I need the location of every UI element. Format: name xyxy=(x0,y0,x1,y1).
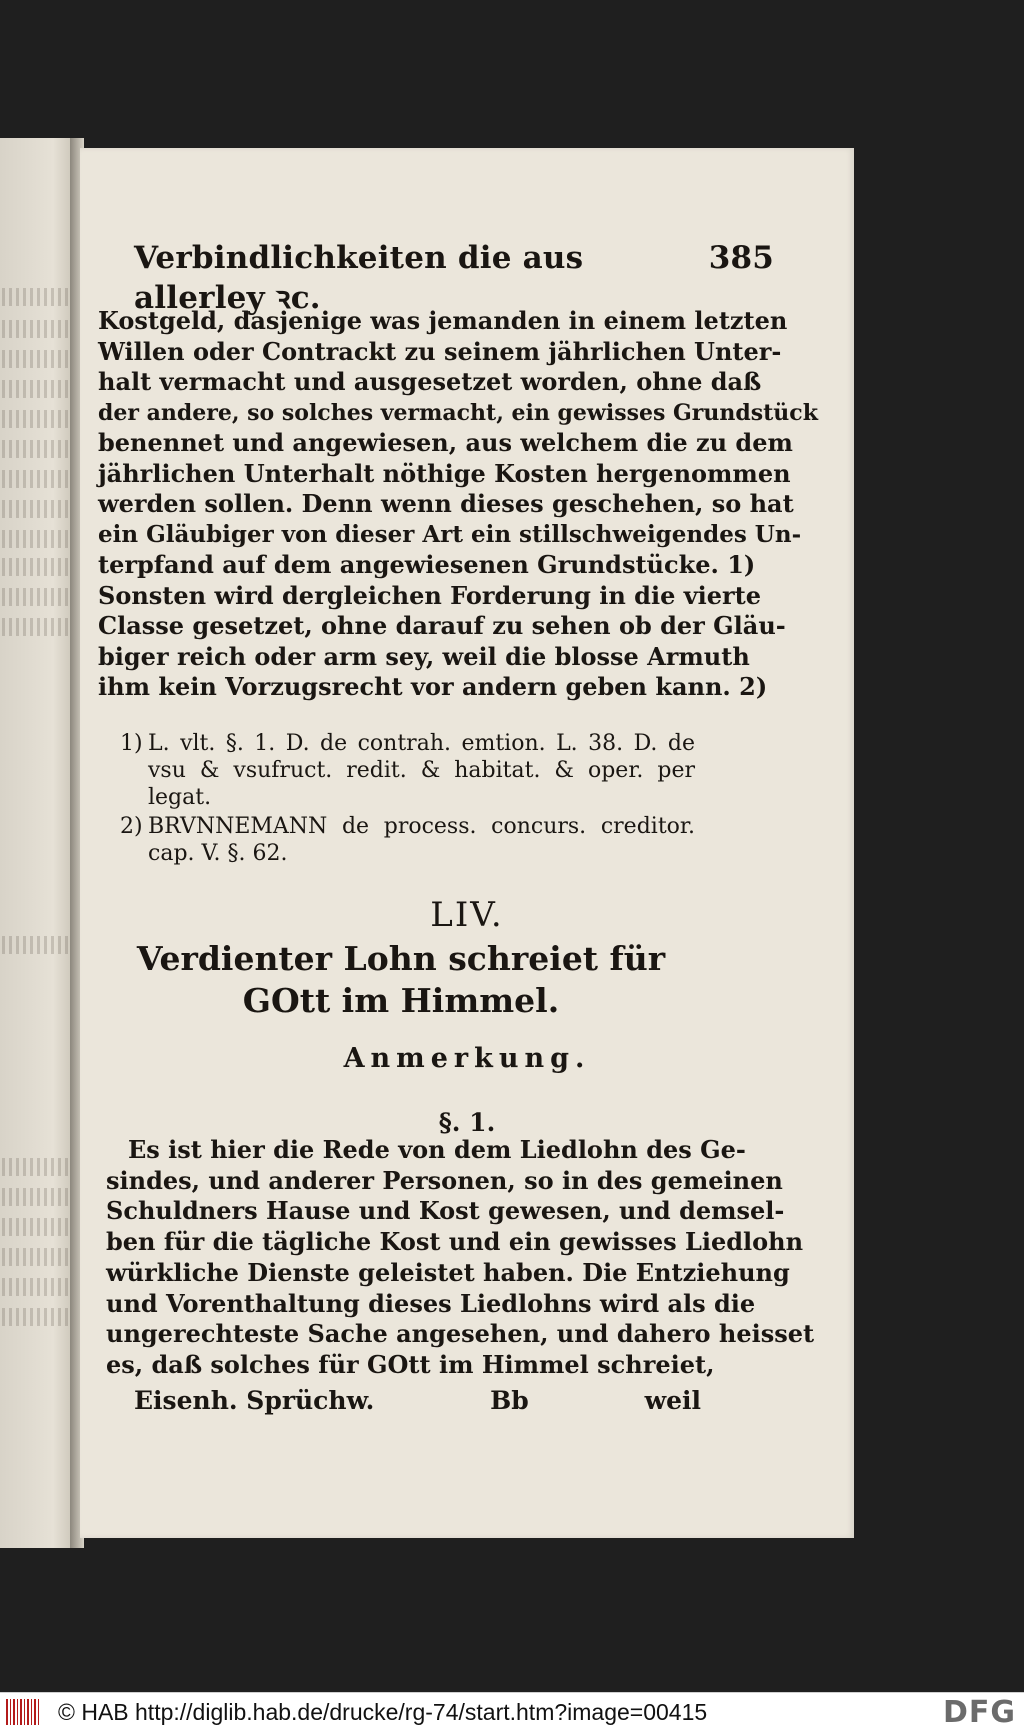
section-paragraph xyxy=(106,1135,815,1381)
text-line: terpfand auf dem angewiesenen Grundstücke. 1) xyxy=(98,550,756,579)
page-number: 385 xyxy=(708,240,774,276)
text-line: jährlichen Unterhalt nöthige Kosten hergenommen xyxy=(98,458,791,488)
text-line: ihm kein Vorzugsrecht vor andern geben kann. 2) xyxy=(98,672,768,701)
body-paragraph xyxy=(98,306,818,703)
catchline xyxy=(134,1386,701,1415)
section-title: Verdienter Lohn schreiet für GOtt im Himmel. xyxy=(136,939,666,1020)
facing-page-text-ghost xyxy=(2,1218,72,1236)
facing-page-text-ghost xyxy=(2,440,72,458)
facing-page-text-ghost xyxy=(2,350,72,368)
facing-page-text-ghost xyxy=(2,1248,72,1266)
facing-page-text-ghost xyxy=(2,500,72,518)
footnote-number: 1) xyxy=(120,731,143,756)
catchline-left: Eisenh. Sprüchw. xyxy=(134,1386,375,1415)
facing-page-text-ghost xyxy=(2,1308,72,1326)
text-line: Willen oder Contrackt zu seinem jährlichen Unter- xyxy=(98,336,782,366)
viewer-footer xyxy=(0,1692,1024,1731)
footnote xyxy=(120,730,695,811)
text-line: Es ist hier die Rede von dem Liedlohn des Ge- xyxy=(128,1135,746,1164)
text-line: halt vermacht und ausgesetzet worden, ohne daß xyxy=(98,367,762,396)
facing-page-text-ghost xyxy=(2,470,72,488)
facing-page-text-ghost xyxy=(2,320,72,338)
text-line: ben für die tägliche Kost und ein gewisses Liedlohn xyxy=(106,1227,804,1257)
facing-page-text-ghost xyxy=(2,530,72,548)
text-line: Classe gesetzet, ohne darauf zu sehen ob der Gläu- xyxy=(98,611,786,640)
catchword: weil xyxy=(644,1386,701,1415)
barcode-icon xyxy=(6,1699,40,1725)
text-line: der andere, so solches vermacht, ein gewisses Grundstück xyxy=(98,399,818,426)
facing-page-text-ghost xyxy=(2,558,72,576)
footnote-text: BRVNNEMANN de process. concurs. creditor. cap. V. §. 62. xyxy=(148,814,695,866)
section-number: LIV. xyxy=(430,895,504,935)
facing-page-text-ghost xyxy=(2,1158,72,1176)
text-line: sindes, und anderer Personen, so in des gemeinen xyxy=(106,1165,783,1195)
facing-page-text-ghost xyxy=(2,288,72,306)
facing-page-text-ghost xyxy=(2,1188,72,1206)
text-line: Sonsten wird dergleichen Forderung in die vierte xyxy=(98,580,762,610)
text-line: würkliche Dienste geleistet haben. Die Entziehung xyxy=(106,1257,790,1287)
footnotes xyxy=(120,730,695,869)
book-page xyxy=(80,148,854,1538)
dfg-logo: DFG xyxy=(942,1694,1016,1730)
footnote-number: 2) xyxy=(120,814,143,839)
text-line: benennet und angewiesen, aus welchem die zu dem xyxy=(98,428,793,457)
running-head-title: Verbindlichkeiten die aus allerley ꝛc. xyxy=(134,240,584,316)
facing-page-text-ghost xyxy=(2,380,72,398)
facing-page-text-ghost xyxy=(2,410,72,428)
text-line: Schuldners Hause und Kost gewesen, und demsel- xyxy=(106,1196,785,1226)
text-line: ungerechteste Sache angesehen, und dahero heisset xyxy=(106,1319,815,1349)
text-line: es, daß solches für GOtt im Himmel schreiet, xyxy=(106,1349,715,1379)
paragraph-mark: §. 1. xyxy=(438,1108,496,1137)
facing-page-text-ghost xyxy=(2,618,72,636)
facing-page-text-ghost xyxy=(2,588,72,606)
text-line: werden sollen. Denn wenn dieses geschehen, so hat xyxy=(98,489,794,518)
text-line: ein Gläubiger von dieser Art ein stillschweigendes Un- xyxy=(98,520,802,548)
facing-page-text-ghost xyxy=(2,1278,72,1296)
footnote-text: L. vlt. §. 1. D. de contrah. emtion. L. 38. D. de vsu & vsufruct. redit. & habitat. & oper. per legat. xyxy=(148,731,695,810)
footer-link[interactable]: © HAB http://diglib.hab.de/drucke/rg-74/start.htm?image=00415 xyxy=(58,1698,708,1725)
subheading: Anmerkung. xyxy=(343,1043,591,1074)
text-line: biger reich oder arm sey, weil die blosse Armuth xyxy=(98,641,750,671)
facing-page-text-ghost xyxy=(2,936,72,954)
signature-mark: Bb xyxy=(490,1386,529,1415)
facing-page-edge xyxy=(0,138,76,1548)
text-line: und Vorenthaltung dieses Liedlohns wird als die xyxy=(106,1288,756,1318)
text-line: Kostgeld, dasjenige was jemanden in einem letzten xyxy=(98,306,788,335)
footnote xyxy=(120,813,695,867)
